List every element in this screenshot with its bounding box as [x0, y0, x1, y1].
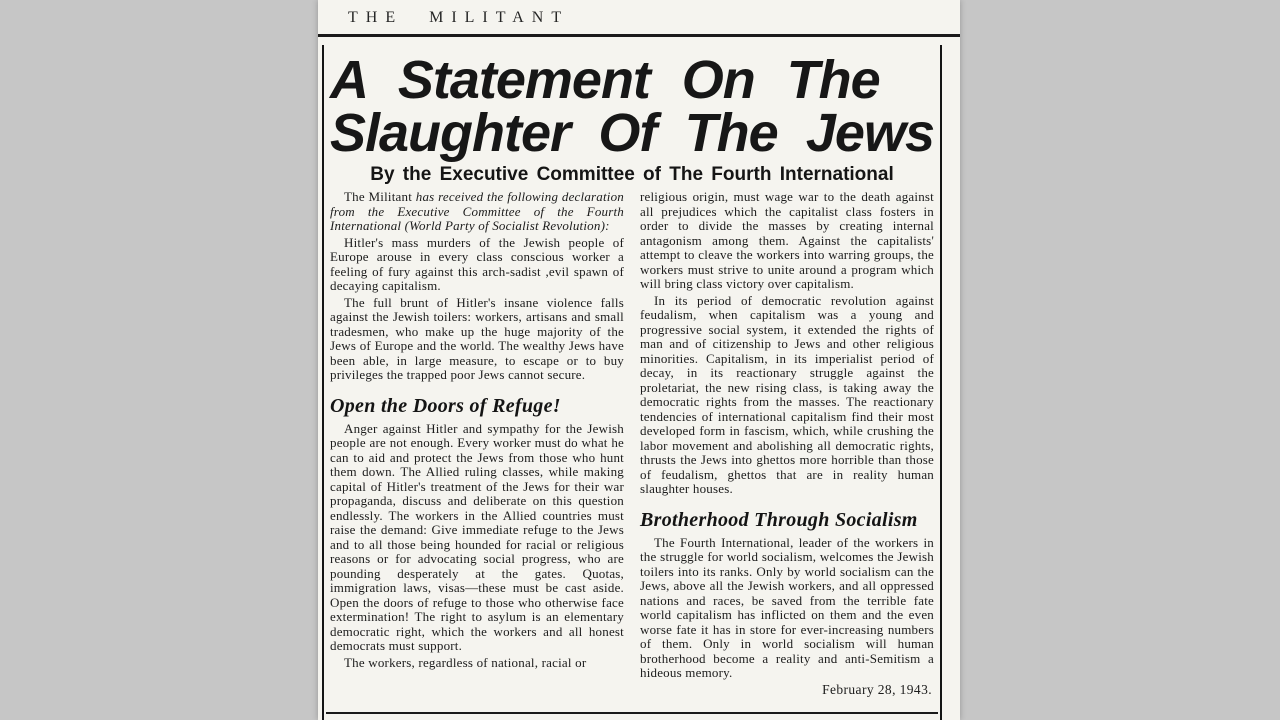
paragraph-lead-in: The Militant — [344, 189, 416, 204]
body-paragraph: Hitler's mass murders of the Jewish people of Europe arouse in every class conscious worker a feeling of fury against this arch-sadist ,evil spawn of decaying capitalism. — [330, 234, 624, 293]
body-paragraph: The workers, regardless of national, racial or — [344, 654, 587, 670]
body-paragraph: The full brunt of Hitler's insane violence falls against the Jewish toilers: workers, artisans and small tradesmen, who make up the huge majority of the Jews of Europe and the world. The wealthy Jews have been able, in large measure, to escape or to buy privileges the trapped poor Jews cannot secure. — [330, 294, 624, 382]
section-subhead: Open the Doors of Refuge! — [330, 394, 561, 417]
dateline: February 28, 1943. — [822, 681, 932, 697]
column-right — [640, 190, 934, 697]
article-headline — [330, 50, 934, 163]
masthead-divider-rule — [318, 34, 960, 37]
article-body — [330, 190, 934, 697]
body-paragraph: The Fourth International, leader of the workers in the struggle for world socialism, welcomes the Jewish toilers into its ranks. Only by world socialism can the Jews, above all the Jewish workers, and all oppressed nations and races, be saved from the terrible fate world capitalism has inflicted on them and the even worse fate it has in store for ever-increasing numbers of them. Only in world socialism will human brotherhood become a reality and anti-Semitism a hideous memory. — [640, 534, 934, 680]
body-paragraph: In its period of democratic revolution against feudalism, when capitalism was a young and progressive social system, it extended the rights of man and of citizenship to Jews and other religious minorities. Capitalism, in its imperialist period of decay, in its reactionary struggle against the proletariat, the new rising class, is taking away the democratic rights from the masses. The reactionary tendencies of international capitalism find their most developed form in fascism, which, while crushing the labor movement and abolishing all democratic rights, thrusts the Jews into ghettos more horrible than those of feudalism, ghettos that are in reality human slaughter houses. — [640, 292, 934, 496]
article-frame — [322, 45, 942, 720]
body-paragraph: The Militant has received the following declaration from the Executive Committee of the Fourth International (World Party of Socialist Revolution): — [330, 189, 625, 233]
article-bottom-rule — [326, 712, 938, 714]
body-paragraph: religious origin, must wage war to the death against all prejudices which the capitalist class fosters in order to divide the masses by creating internal antagonism among them. Against the capitalists' attempt to cleave the workers into warring groups, the workers must strive to unite around a program which will bring class victory over capitalism. — [640, 189, 934, 291]
body-paragraph: Anger against Hitler and sympathy for the Jewish people are not enough. Every worker must do what he can to aid and protect the Jews from those who hunt them down. The Allied ruling classes, while making capital of Hitler's treatment of the Jews for their war propaganda, discuss and deliberate on this question endlessly. The workers in the Allied countries must raise the demand: Give immediate refuge to the Jews and to all those being hounded for racial or religious reasons or for advocating social progress, who are pounding desperately at the gates. Quotas, immigration laws, visas—these must be cast aside. Open the doors of refuge to those who otherwise face extermination! The right to asylum is an elementary democratic right, which the workers and all honest democrats must support. — [330, 420, 624, 653]
headline-line-1: A Statement On The — [330, 50, 880, 110]
masthead-title: THE MILITANT — [348, 9, 570, 26]
newspaper-scan-page — [318, 0, 960, 720]
headline-line-2: Slaughter Of The Jews — [330, 103, 934, 163]
section-subhead: Brotherhood Through Socialism — [640, 508, 918, 531]
article-byline: By the Executive Committee of The Fourth International — [370, 164, 894, 185]
column-left — [330, 190, 624, 697]
